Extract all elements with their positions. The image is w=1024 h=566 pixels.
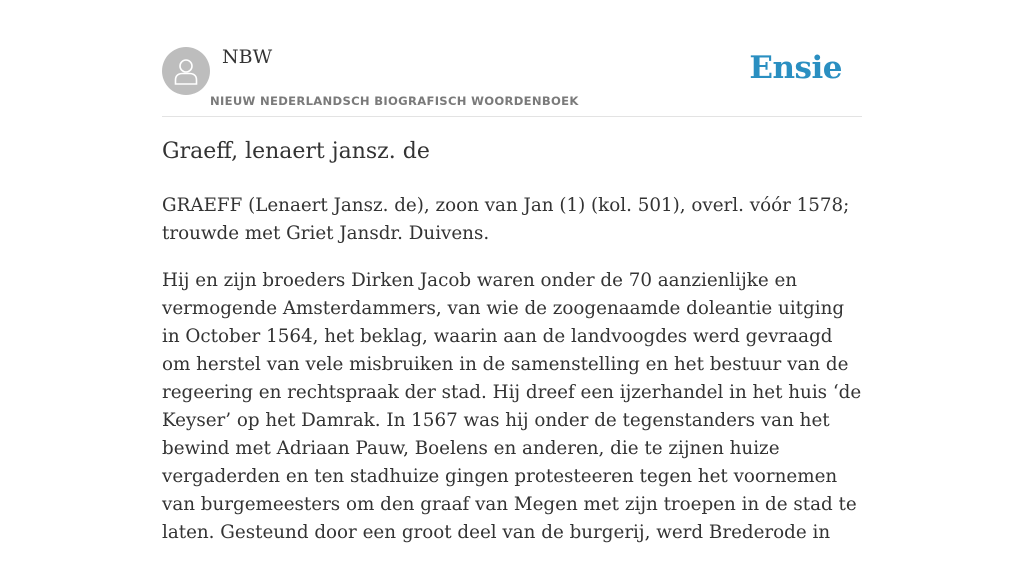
paragraph: Hij en zijn broeders Dirken Jacob waren onder de 70 aanzienlijke en vermogende Amsterdammers, van wie de zoogenaamde doleantie uitging in October 1564, het beklag, waarin aan de landvoogdes werd gevraagd om herstel van vele misbruiken in de samenstelling en het bestuur van de regeering en rechtspraak der stad. Hij dreef een ijzerhandel in het huis ‘de Keyser’ op het Damrak. In 1567 was hij onder de tegenstanders van het bewind met Adriaan Pauw, Boelens en anderen, die te zijnen huize vergaderden en ten stadhuize gingen protesteeren tegen het voornemen van burgemeesters om den graaf van Megen met zijn troepen in de stad te laten. Gesteund door een groot deel van de burgerij, werd Brederode in — [162, 270, 862, 543]
page-title: Graeff, lenaert jansz. de — [162, 139, 430, 164]
source-full-name[interactable]: NIEUW NEDERLANDSCH BIOGRAFISCH WOORDENBOEK — [210, 94, 579, 108]
user-icon — [174, 58, 198, 85]
article-body — [162, 192, 862, 566]
source-name[interactable]: NBW — [222, 46, 273, 68]
avatar[interactable] — [162, 47, 210, 95]
article-header — [162, 0, 862, 117]
paragraph: GRAEFF (Lenaert Jansz. de), zoon van Jan (1) (kol. 501), overl. vóór 1578; trouwde met Griet Jansdr. Duivens. — [162, 195, 850, 244]
ensie-logo[interactable]: Ensie — [749, 50, 842, 86]
